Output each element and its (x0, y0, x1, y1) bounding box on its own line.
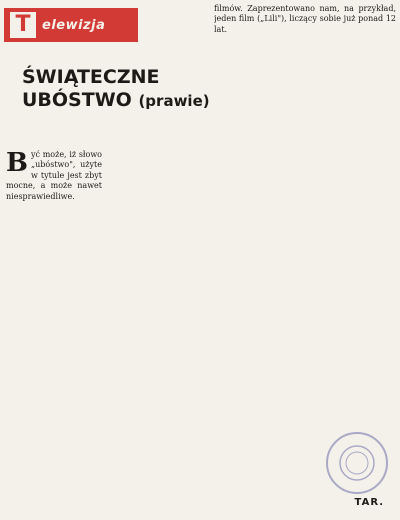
column-1-body: yć może, iż słowo „ubóstwo", użyte w tytule jest zbyt mocne, a może nawet niesprawiedliwe. (6, 150, 102, 201)
section-masthead (4, 8, 138, 42)
headline-suffix: (prawie) (138, 91, 210, 110)
author-signature: TAR. (354, 497, 384, 508)
headline-line2: UBÓSTWO (22, 88, 132, 111)
stamp-seal-icon (337, 443, 377, 483)
library-stamp-icon (326, 432, 388, 494)
masthead-word: elewizja (42, 17, 106, 33)
column-1-text (6, 150, 102, 202)
masthead-letter: T (10, 12, 36, 38)
dropcap: B (6, 150, 28, 178)
article-column-3 (214, 4, 396, 500)
article-column-2 (108, 150, 208, 518)
article-column-1 (6, 150, 102, 518)
column-3-text: filmów. Zaprezentowano nam, na przykład, jeden film („Lili"), liczący sobie już ponad 12 lat. (214, 4, 396, 34)
article-headline (22, 66, 212, 112)
headline-line1: ŚWIĄTECZNE (22, 66, 160, 88)
